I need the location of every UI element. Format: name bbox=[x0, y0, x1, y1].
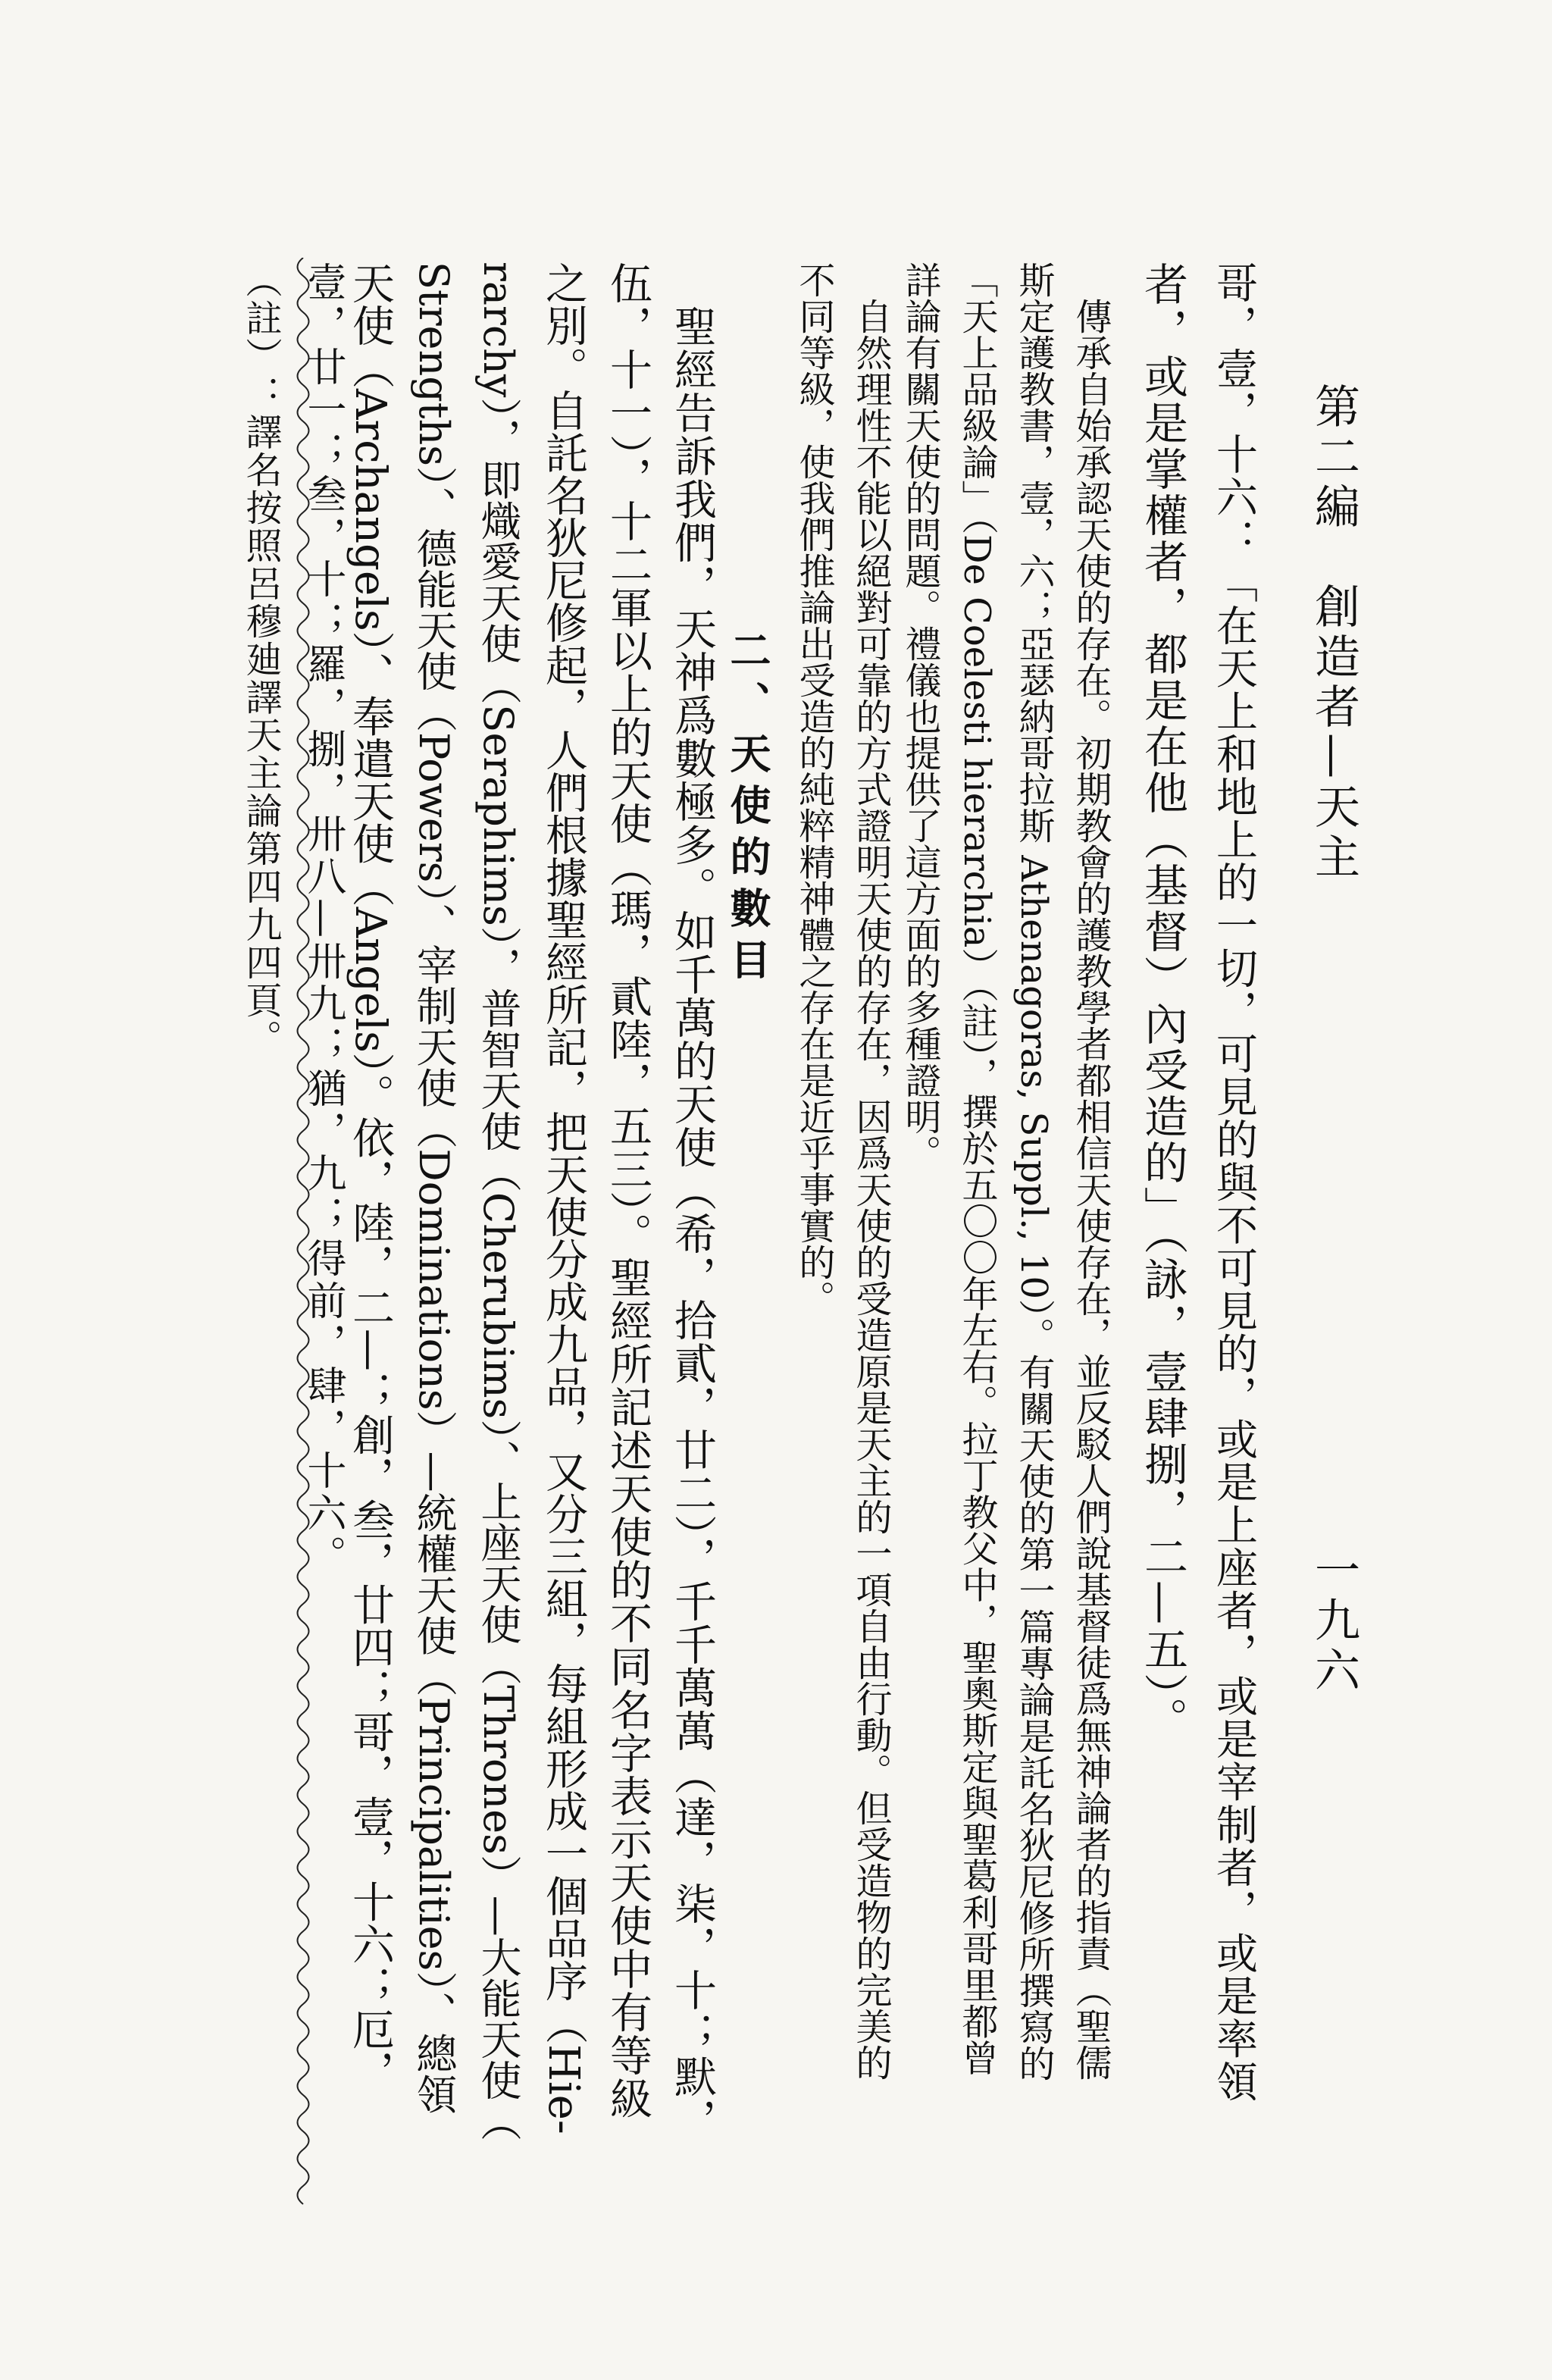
body-column: 壹，廿一；叁，十；羅，捌，卅八—卅九；猶，九；得前，肆，十六。 bbox=[300, 261, 346, 1577]
running-title: 第二編 創造者—天主 bbox=[1307, 383, 1360, 883]
body-column: 詳論有關天使的問題。禮儀也提供了這方面的多種證明。 bbox=[899, 261, 941, 1171]
body-column: 不同等級，使我們推論出受造的純粹精神體之存在是近乎事實的。 bbox=[793, 261, 835, 1317]
footnote-separator bbox=[292, 258, 314, 2380]
body-column: Strengths）、德能天使（Powers）、宰制天使（Dominations）—統權天使（Principalities）、總領 bbox=[410, 261, 458, 2115]
body-column: 傳承自始承認天使的存在。初期教會的護教學者都相信天使存在，並反駁人們說基督徒爲無神論者的指責（聖儒 bbox=[1069, 261, 1112, 2081]
body-column: 者，或是掌權者，都是在他（基督）內受造的」（詠，壹肆捌，二—五）。 bbox=[1137, 261, 1188, 1743]
body-column: 哥，壹，十六：「在天上和地上的一切，可見的與不可見的，或是上座者，或是宰制者，或是率領 bbox=[1209, 261, 1258, 2103]
body-column: rarchy），即熾愛天使（Seraphims），普智天使（Cherubims）、上座天使（Thrones）—大能天使（ bbox=[474, 261, 522, 2141]
body-column: 聖經告訴我們，天神爲數極多。如千萬的天使（希，拾貳，廿二），千千萬萬（達，柒，十；默， bbox=[668, 261, 717, 2141]
body-column: 天使（Archangels）、奉遣天使（Angels）。依，陸，二—；創，叁，廿四；哥，壹，十六；厄， bbox=[346, 261, 395, 2093]
page-number: 一九六 bbox=[1307, 1546, 1360, 1696]
body-column: 「天上品級論」（De Coelesti hierarchia）（註），撰於五〇〇年左右。拉丁教父中，聖奧斯定與聖葛利哥里都曾 bbox=[956, 261, 998, 2076]
body-column: 伍，十一），十二軍以上的天使（瑪，貳陸，五三）。聖經所記述天使的不同名字表示天使中有等級 bbox=[603, 261, 652, 2120]
footnote: （註）：譯名按照呂穆廸譯天主論第四九四頁。 bbox=[239, 261, 282, 1057]
section-heading: 二、天使的數目 bbox=[724, 629, 772, 990]
body-column: 自然理性不能以絕對可靠的方式證明天使的存在，因爲天使的受造原是天主的一項自由行動。但受造物的完美的 bbox=[850, 261, 892, 2081]
body-column: 斯定護教書，壹，六；亞瑟納哥拉斯 Athenagoras, Suppl., 10）。有關天使的第一篇專論是託名狄尼修所撰寫的 bbox=[1012, 261, 1055, 2082]
body-column: 之別。自託名狄尼修起，人們根據聖經所記，把天使分成九品，又分三組，每組形成一個品序（Hie- bbox=[539, 261, 588, 2134]
